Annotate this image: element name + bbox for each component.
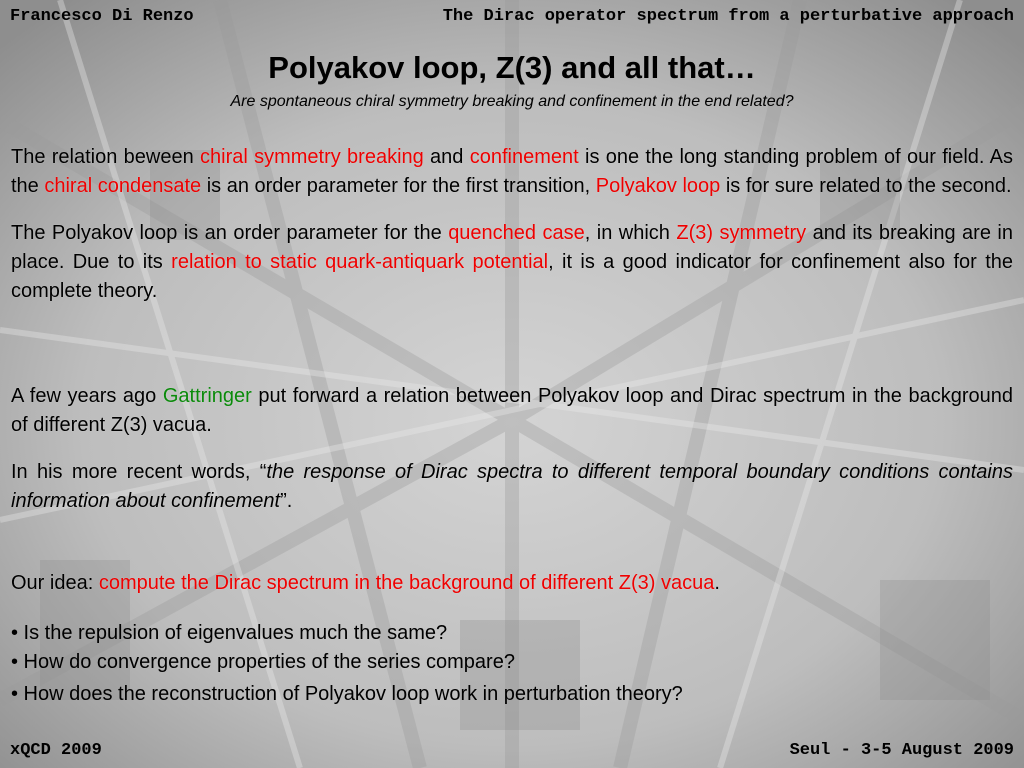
quote-text: the response of Dirac spectra to different temporal boundary conditions contains information about confinement bbox=[11, 461, 1013, 512]
text: and bbox=[423, 146, 470, 168]
highlight-z3-symmetry: Z(3) symmetry bbox=[676, 222, 807, 244]
text: , in which bbox=[584, 222, 677, 244]
highlight-chiral-condensate: chiral condensate bbox=[44, 175, 202, 197]
highlight-our-idea: compute the Dirac spectrum in the background of different Z(3) vacua bbox=[98, 572, 715, 594]
text: ”. bbox=[280, 490, 293, 512]
footer-place-date: Seul - 3-5 August 2009 bbox=[789, 741, 1014, 760]
slide-title: Polyakov loop, Z(3) and all that… bbox=[268, 50, 756, 85]
paragraph-quote bbox=[11, 458, 1013, 516]
bullet-repulsion: • Is the repulsion of eigenvalues much the same? bbox=[11, 622, 448, 644]
highlight-chiral-symmetry-breaking: chiral symmetry breaking bbox=[200, 146, 424, 168]
paragraph-polyakov-order-parameter bbox=[11, 219, 1013, 306]
bullet-convergence: • How do convergence properties of the series compare? bbox=[11, 651, 515, 673]
bullet-reconstruction: • How does the reconstruction of Polyakov loop work in perturbation theory? bbox=[11, 683, 683, 705]
text: and its breaking are in place. Due to its bbox=[11, 222, 1013, 273]
paragraph-gattringer bbox=[11, 382, 1013, 440]
text: A few years ago bbox=[11, 385, 163, 407]
highlight-polyakov-loop: Polyakov loop bbox=[595, 175, 721, 197]
highlight-static-potential: relation to static quark-antiquark potential bbox=[171, 251, 549, 273]
text: put forward a relation between Polyakov loop and Dirac spectrum in the background of different Z(3) vacua. bbox=[11, 385, 1013, 436]
header-talk-title: The Dirac operator spectrum from a perturbative approach bbox=[442, 7, 1014, 26]
text: . bbox=[714, 572, 720, 594]
text: The relation beween bbox=[11, 146, 200, 168]
highlight-quenched-case: quenched case bbox=[448, 222, 585, 244]
highlight-gattringer: Gattringer bbox=[162, 385, 252, 407]
text: is for sure related to the second. bbox=[720, 175, 1012, 197]
text: is one the long standing problem of our field. As the bbox=[11, 146, 1013, 197]
slide-subtitle: Are spontaneous chiral symmetry breaking and confinement in the end related? bbox=[230, 93, 794, 110]
text: , it is a good indicator for confinement also for the complete theory. bbox=[11, 251, 1013, 302]
header-author: Francesco Di Renzo bbox=[10, 7, 194, 26]
text: In his more recent words, “ bbox=[11, 461, 267, 483]
text: Our idea: bbox=[11, 572, 99, 594]
paragraph-our-idea bbox=[11, 569, 1013, 598]
footer-conference: xQCD 2009 bbox=[10, 741, 102, 760]
highlight-confinement: confinement bbox=[469, 146, 579, 168]
text: is an order parameter for the first transition, bbox=[201, 175, 596, 197]
text: The Polyakov loop is an order parameter for the bbox=[11, 222, 449, 244]
paragraph-chiral-confinement bbox=[11, 143, 1013, 201]
